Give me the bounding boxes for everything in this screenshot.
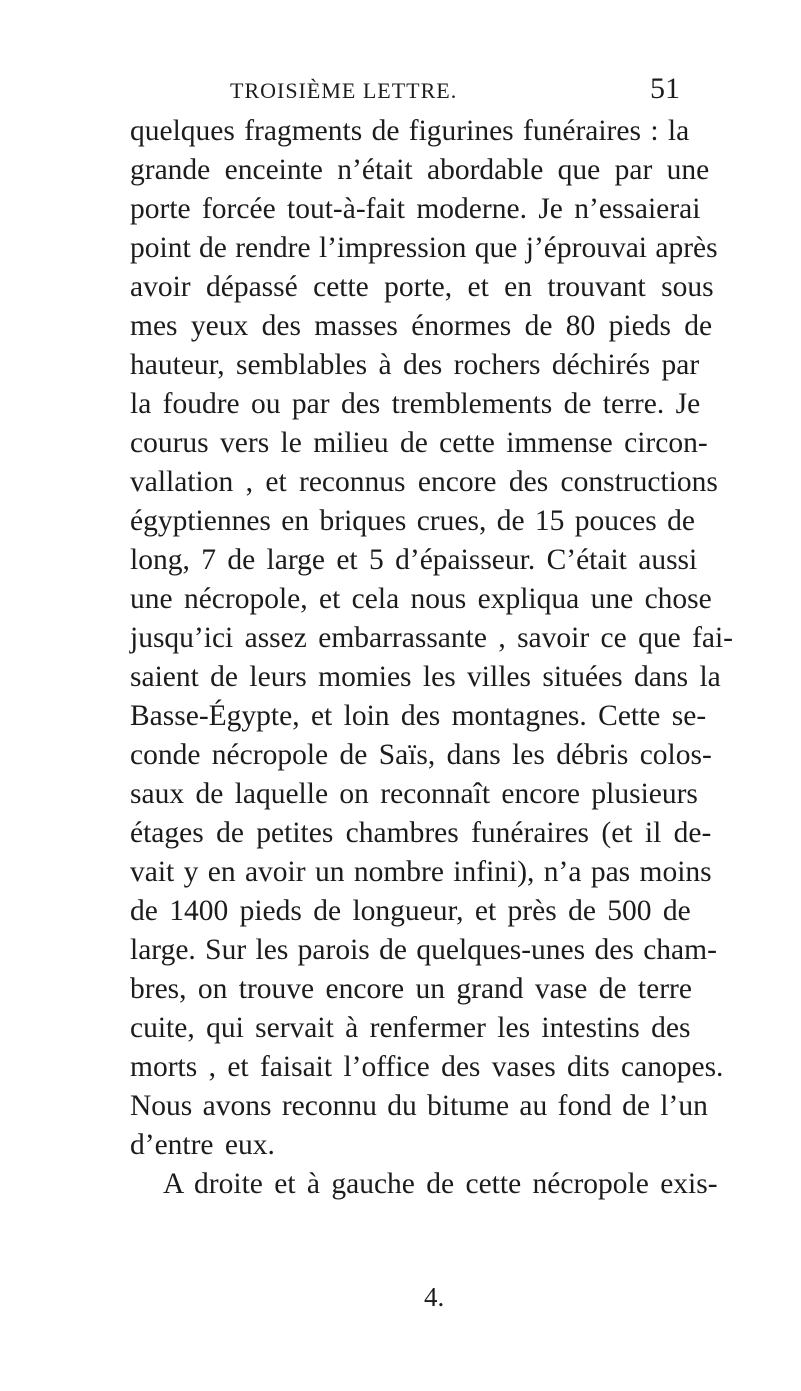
text-line: de 1400 pieds de longueur, et près de 500 de [130, 895, 691, 927]
text-line: Basse-Égypte, et loin des montagnes. Cette se- [130, 700, 707, 732]
text-line: vait y en avoir un nombre infini), n’a pas moins [130, 856, 712, 888]
text-line: courus vers le milieu de cette immense circon- [130, 427, 708, 459]
signature-mark: 4. [424, 1282, 445, 1312]
text-line: quelques fragments de figurines funéraires : la [130, 115, 690, 147]
text-line: long, 7 de large et 5 d’épaisseur. C’était aussi [130, 544, 698, 576]
running-head: TROISIÈME LETTRE. [230, 78, 458, 103]
page-number: 51 [650, 72, 680, 105]
text-line: saux de laquelle on reconnaît encore plusieurs [130, 778, 698, 810]
text-line: conde nécropole de Saïs, dans les débris colos- [130, 739, 712, 771]
text-line: A droite et à gauche de cette nécropole exis- [163, 1168, 718, 1200]
text-line: cuite, qui servait à renfermer les intestins des [130, 1012, 691, 1044]
text-line: avoir dépassé cette porte, et en trouvant sous [130, 271, 714, 303]
text-line: morts , et faisait l’office des vases dits canopes. [130, 1051, 724, 1083]
text-line: large. Sur les parois de quelques-unes des cham- [130, 934, 717, 966]
text-line: saient de leurs momies les villes situées dans la [130, 661, 721, 693]
text-line: jusqu’ici assez embarrassante , savoir ce que fai- [130, 622, 734, 654]
text-line: grande enceinte n’était abordable que par une [130, 154, 710, 186]
text-line: hauteur, semblables à des rochers déchirés par [130, 349, 700, 381]
text-line: d’entre eux. [130, 1129, 275, 1161]
text-line: bres, on trouve encore un grand vase de terre [130, 973, 692, 1005]
text-line: Nous avons reconnu du bitume au fond de l’un [130, 1090, 708, 1122]
text-line: vallation , et reconnus encore des constructions [130, 466, 718, 498]
text-line: mes yeux des masses énormes de 80 pieds de [130, 310, 713, 342]
text-line: la foudre ou par des tremblements de terre. Je [130, 388, 701, 420]
text-line: étages de petites chambres funéraires (et il de- [130, 817, 712, 849]
text-line: égyptiennes en briques crues, de 15 pouces de [130, 505, 695, 537]
text-line: point de rendre l’impression que j’éprouvai après [130, 232, 718, 264]
text-line: porte forcée tout-à-fait moderne. Je n’essaierai [130, 193, 701, 225]
text-line: une nécropole, et cela nous expliqua une chose [130, 583, 712, 615]
